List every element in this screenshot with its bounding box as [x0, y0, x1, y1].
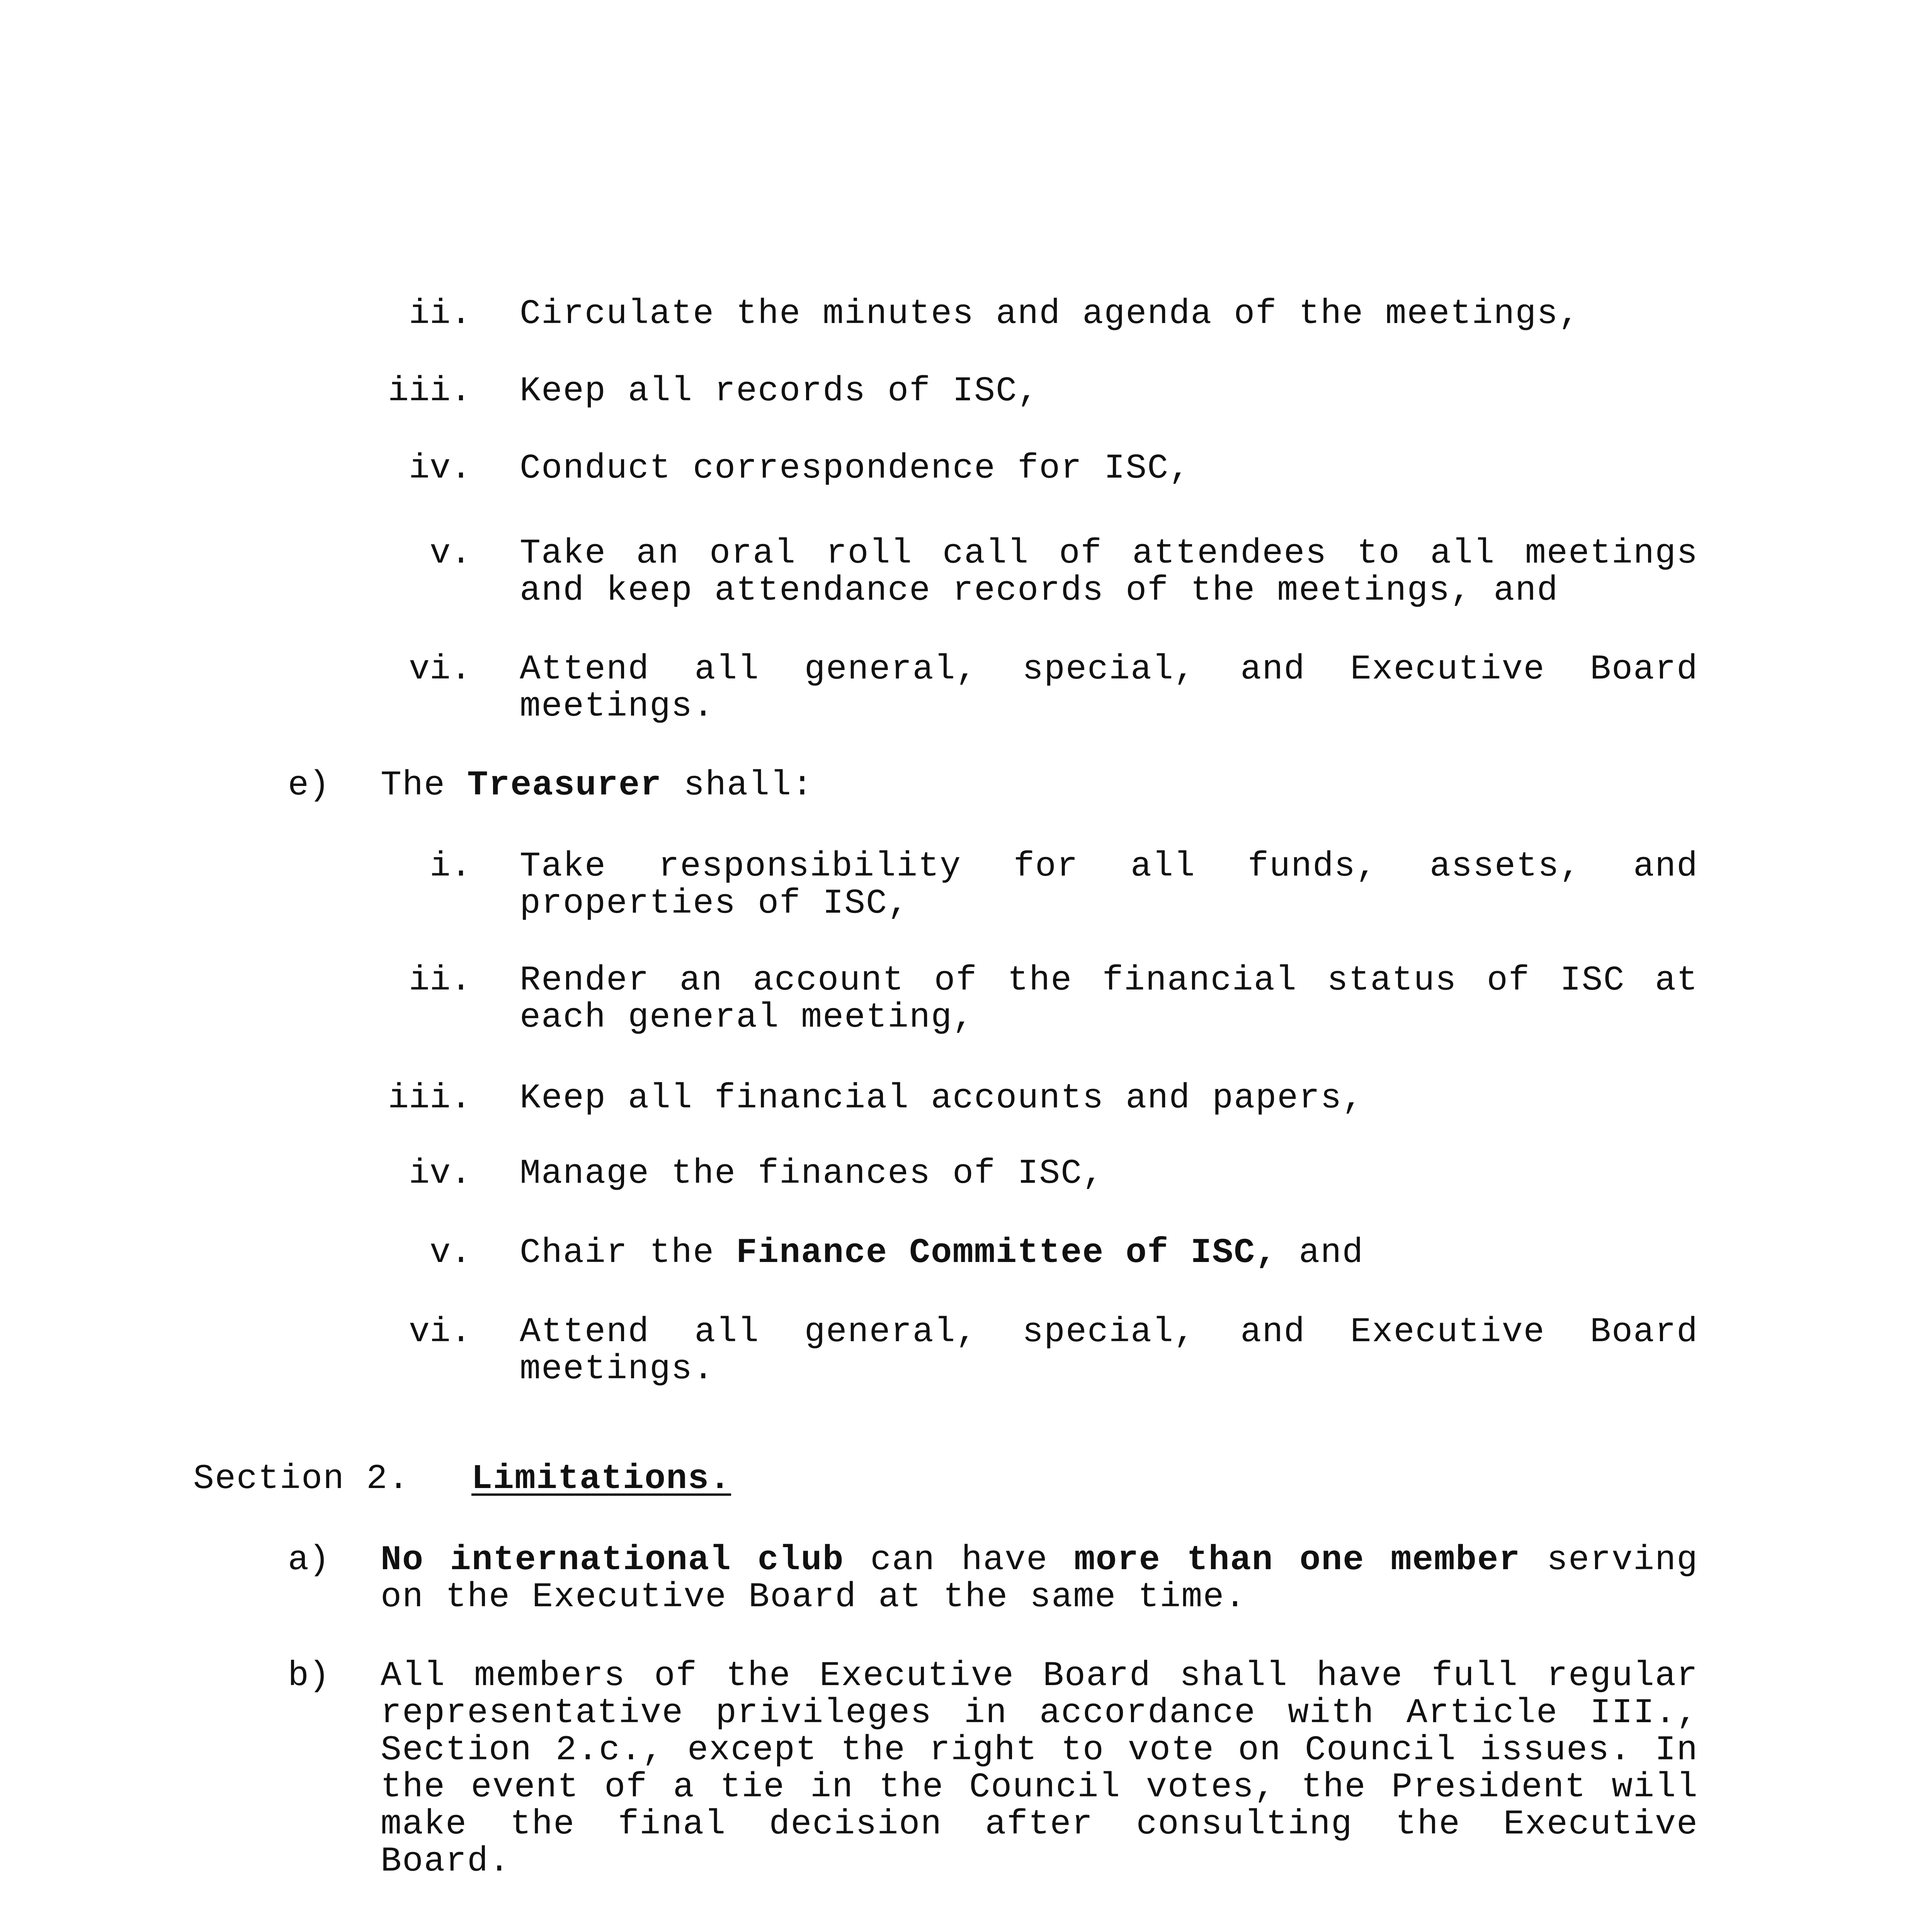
- item-number: iv.: [408, 449, 471, 488]
- item-letter: b): [288, 1656, 330, 1696]
- item-number: vi.: [408, 1313, 471, 1352]
- item-text: Manage the finances of ISC,: [520, 1154, 1104, 1194]
- item-number: v.: [429, 534, 471, 573]
- item-number: v.: [429, 1233, 471, 1273]
- item-number: iv.: [408, 1154, 471, 1194]
- section-title: Limitations.: [471, 1459, 731, 1499]
- item-letter: e): [288, 766, 330, 805]
- item-number: ii.: [408, 961, 471, 1000]
- treasurer-intro: The Treasurer shall:: [381, 766, 814, 805]
- item-number: i.: [429, 847, 471, 886]
- item-number: ii.: [408, 294, 471, 334]
- item-text: Chair the Finance Committee of ISC, and: [520, 1233, 1364, 1273]
- section-label: Section 2.: [193, 1459, 410, 1499]
- item-text: Conduct correspondence for ISC,: [520, 449, 1191, 488]
- item-number: iii.: [388, 372, 471, 411]
- item-text: Take an oral roll call of attendees to all meetings and keep attendance records of the meetings, and: [520, 534, 1698, 611]
- item-text: Keep all records of ISC,: [520, 372, 1039, 411]
- item-number: vi.: [408, 650, 471, 689]
- item-text: Keep all financial accounts and papers,: [520, 1079, 1364, 1118]
- item-text: Attend all general, special, and Executive Board meetings.: [520, 1313, 1698, 1389]
- item-text: All members of the Executive Board shall have full regular representative privileges in accordance with Article III., Section 2.c., except the right to vote on Council issues. In the event of a tie in the Council votes, the President will make the final decision after consulting the Executive Board.: [381, 1656, 1698, 1881]
- item-text: Circulate the minutes and agenda of the meetings,: [520, 294, 1580, 334]
- item-text: Render an account of the financial status of ISC at each general meeting,: [520, 961, 1698, 1037]
- item-text: Attend all general, special, and Executive Board meetings.: [520, 650, 1698, 726]
- item-text: Take responsibility for all funds, assets, and properties of ISC,: [520, 847, 1698, 923]
- item-letter: a): [288, 1541, 330, 1580]
- item-text: No international club can have more than one member serving on the Executive Board at the same time.: [381, 1541, 1699, 1617]
- item-number: iii.: [388, 1079, 471, 1118]
